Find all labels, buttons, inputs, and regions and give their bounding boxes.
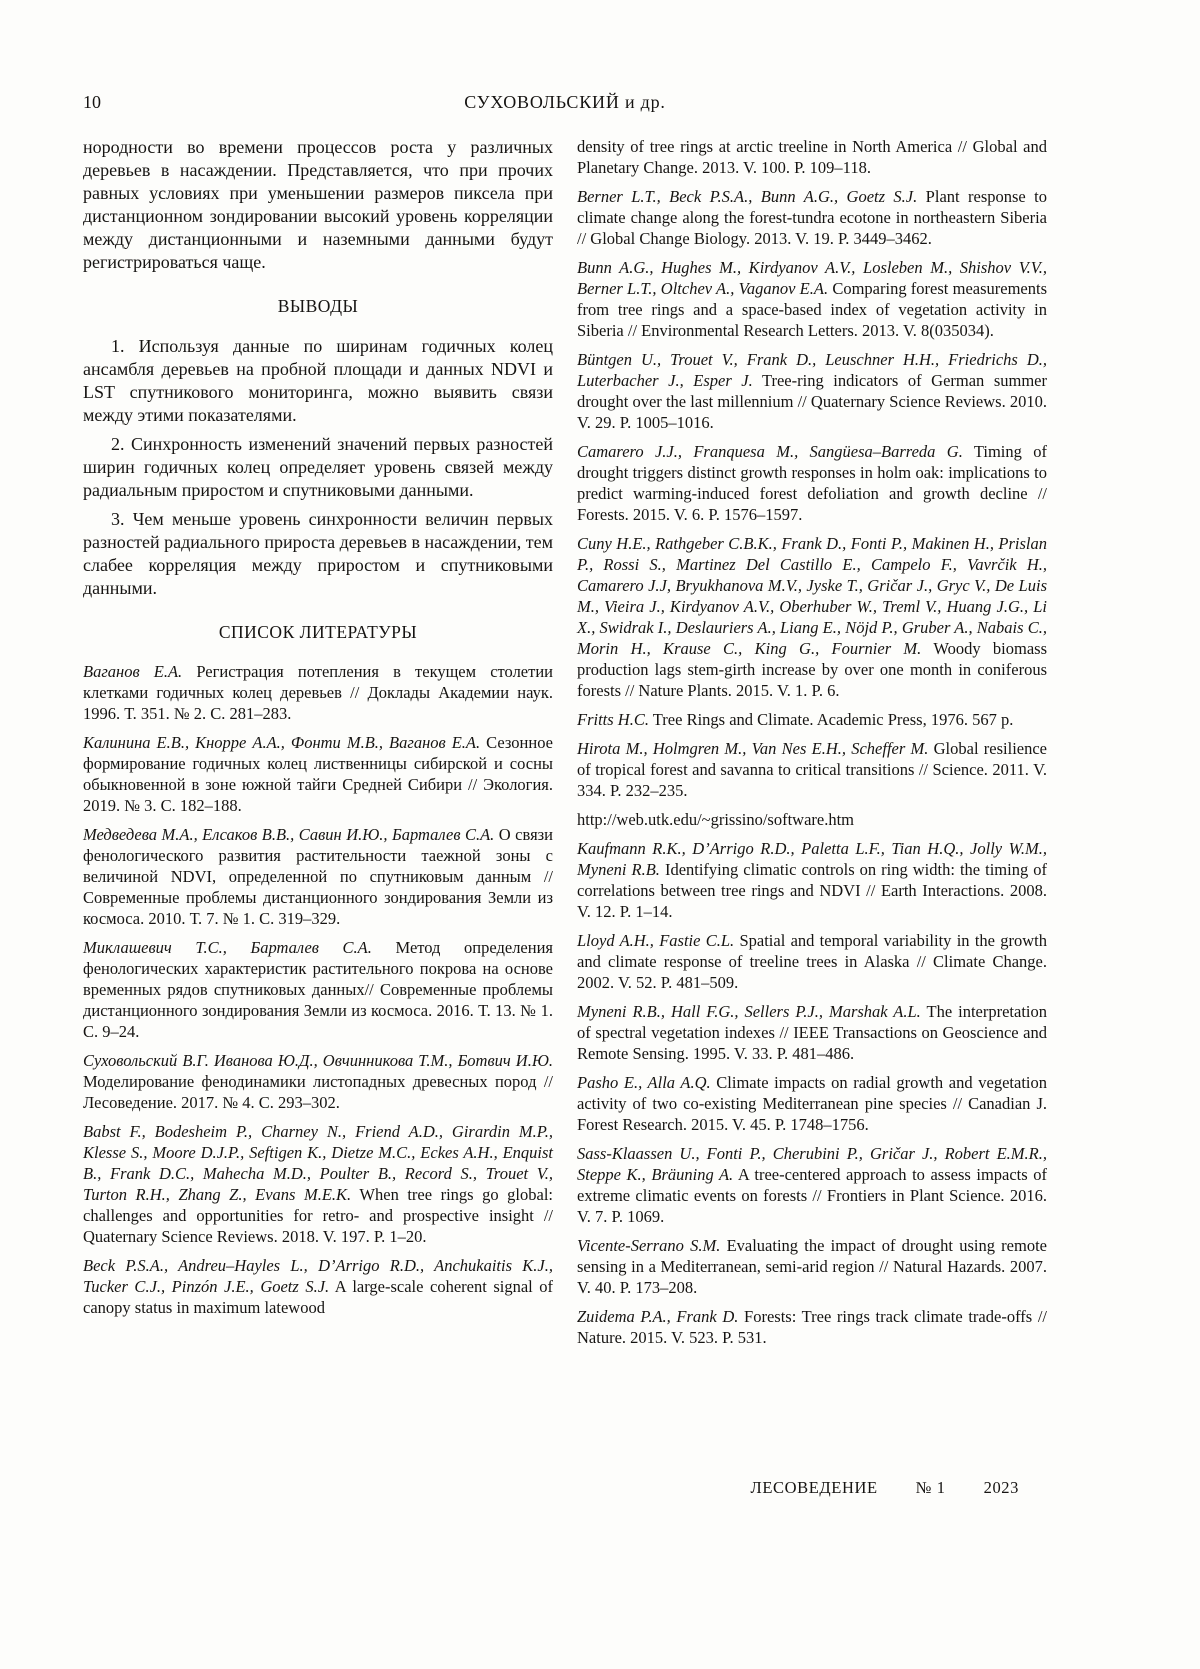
reference-authors: Sass-Klaassen U., Fonti P., Cherubini P., Gričar J., Robert E.M.R., Steppe K., Bräuning A. xyxy=(577,1144,1047,1184)
reference-authors: Калинина Е.В., Кнорре А.А., Фонти М.В., Ваганов Е.А. xyxy=(83,733,481,752)
reference-authors: Babst F., Bodesheim P., Charney N., Friend A.D., Girardin M.P., Klesse S., Moore D.J.P., Seftigen K., Dietze M.C., Eckes A.H., Enquist B., Frank D.C., Mahecha M.D., Poulter B., Record S., Trouet V., Turton R.H., Zhang Z., Evans M.E.K. xyxy=(83,1122,553,1204)
reference-text: Plant response to climate change along the forest-tundra ecotone in northeastern Siberia // Global Change Biology. 2013. V. 19. P. 3449–3462. xyxy=(577,187,1047,248)
two-column-layout xyxy=(83,136,1047,1356)
reference-text: Forests: Tree rings track climate trade-offs // Nature. 2015. V. 523. P. 531. xyxy=(577,1307,1047,1347)
reference-text: Сезонное формирование годичных колец лиственницы сибирской и сосны обыкновенной в зоне южной тайги Средней Сибири // Экология. 2019. № 3. С. 182–188. xyxy=(83,733,553,815)
reference-text: Woody biomass production lags stem-girth increase by over one month in coniferous forests // Nature Plants. 2015. V. 1. P. 6. xyxy=(577,639,1047,700)
page-number: 10 xyxy=(83,92,101,112)
intro-paragraph: нородности во времени процессов роста у различных деревьев в насаждении. Представляется, что при прочих равных условиях при уменьшении размеров пиксела при дистанционном зондировании высокий уровень корреляции между дистанционными и наземными данными будут регистрироваться чаще. xyxy=(83,137,553,272)
footer-issue: № 1 xyxy=(915,1478,946,1497)
reference-text: Метод определения фенологических характеристик растительного покрова на основе временных рядов спутниковых данных// Современные проблемы дистанционного зондирования Земли из космоса. 2016. Т. 13. № 1. С. 9–24. xyxy=(83,938,553,1041)
reference-authors: Zuidema P.A., Frank D. xyxy=(577,1307,739,1326)
reference-item xyxy=(577,738,1047,801)
reference-authors: Медведева М.А., Елсаков В.В., Савин И.Ю., Барталев С.А. xyxy=(83,825,495,844)
page-footer xyxy=(83,1478,1047,1498)
reference-authors: Berner L.T., Beck P.S.A., Bunn A.G., Goetz S.J. xyxy=(577,187,918,206)
reference-text: Моделирование фенодинамики листопадных древесных пород // Лесоведение. 2017. № 4. С. 293–302. xyxy=(83,1072,553,1112)
reference-text: Comparing forest measurements from tree rings and a space-based index of vegetation activity in Siberia // Environmental Research Letters. 2013. V. 8(035034). xyxy=(577,279,1048,340)
reference-text: О связи фенологического развития растительности таежной зоны с величиной NDVI, определенной по спутниковым данным // Современные проблемы дистанционного зондирования Земли из космоса. 2010. Т. 7. № 1. С. 319–329. xyxy=(83,825,554,928)
reference-item xyxy=(577,1306,1047,1348)
reference-text: Timing of drought triggers distinct growth responses in holm oak: implications to predict warming-induced forest defoliation and growth decline // Forests. 2015. V. 6. P. 1576–1597. xyxy=(577,442,1047,524)
reference-text: Tree Rings and Climate. Academic Press, 1976. 567 p. xyxy=(648,710,1014,729)
reference-text: Spatial and temporal variability in the growth and climate response of treeline trees in Alaska // Climate Change. 2002. V. 52. P. 481–509. xyxy=(577,931,1047,992)
reference-item xyxy=(83,1121,553,1247)
reference-text: When tree rings go global: challenges and opportunities for retro- and prospective insight // Quaternary Science Reviews. 2018. V. 197. P. 1–20. xyxy=(83,1185,553,1246)
reference-authors: Myneni R.B., Hall F.G., Sellers P.J., Marshak A.L. xyxy=(577,1002,921,1021)
reference-item xyxy=(83,1255,553,1318)
reference-authors: Camarero J.J., Franquesa M., Sangüesa–Barreda G. xyxy=(577,442,963,461)
footer-journal-name: ЛЕСОВЕДЕНИЕ xyxy=(750,1478,878,1497)
references-heading: СПИСОК ЛИТЕРАТУРЫ xyxy=(218,622,418,642)
reference-item xyxy=(577,1143,1047,1227)
reference-text: A tree-centered approach to assess impacts of extreme climatic events on forests // Frontiers in Plant Science. 2016. V. 7. P. 1069. xyxy=(577,1165,1047,1226)
reference-authors: Beck P.S.A., Andreu–Hayles L., D’Arrigo R.D., Anchukaitis K.J., Tucker C.J., Pinzón J.E., Goetz S.J. xyxy=(83,1256,553,1296)
reference-text: Регистрация потепления в текущем столетии клетками годичных колец деревьев // Доклады Академии наук. 1996. Т. 351. № 2. С. 281–283. xyxy=(83,662,553,723)
reference-item xyxy=(577,136,1047,178)
reference-item xyxy=(577,930,1047,993)
reference-authors: Lloyd A.H., Fastie C.L. xyxy=(577,931,735,950)
references-list-right xyxy=(577,136,1047,1348)
reference-item xyxy=(577,1072,1047,1135)
reference-text: http://web.utk.edu/~grissino/software.htm xyxy=(577,810,855,829)
reference-item xyxy=(83,824,553,929)
right-column xyxy=(577,136,1047,1356)
conclusions-heading: ВЫВОДЫ xyxy=(277,296,359,316)
reference-text: Evaluating the impact of drought using remote sensing in a Mediterranean, semi-arid region // Natural Hazards. 2007. V. 40. P. 173–208. xyxy=(577,1236,1047,1297)
reference-item xyxy=(577,709,1047,730)
footer-year: 2023 xyxy=(983,1478,1019,1497)
reference-item xyxy=(577,1235,1047,1298)
reference-text: A large-scale coherent signal of canopy status in maximum latewood xyxy=(83,1277,553,1317)
reference-authors: Kaufmann R.K., D’Arrigo R.D., Paletta L.F., Tian H.Q., Jolly W.M., Myneni R.B. xyxy=(577,839,1047,879)
reference-authors: Bunn A.G., Hughes M., Kirdyanov A.V., Losleben M., Shishov V.V., Berner L.T., Oltchev A., Vaganov E.A. xyxy=(577,258,1047,298)
reference-authors: Fritts H.C. xyxy=(577,710,649,729)
reference-item xyxy=(83,937,553,1042)
reference-text: density of tree rings at arctic treeline in North America // Global and Planetary Change. 2013. V. 100. P. 109–118. xyxy=(577,137,1047,177)
reference-item xyxy=(577,349,1047,433)
reference-authors: Миклашевич Т.С., Барталев С.А. xyxy=(83,938,372,957)
reference-authors: Pasho E., Alla A.Q. xyxy=(577,1073,711,1092)
reference-item xyxy=(577,257,1047,341)
reference-text: The interpretation of spectral vegetation indexes // IEEE Transactions on Geoscience and Remote Sensing. 1995. V. 33. P. 481–486. xyxy=(577,1002,1047,1063)
reference-item xyxy=(83,661,553,724)
running-head: СУХОВОЛЬСКИЙ и др. xyxy=(464,92,666,112)
reference-item xyxy=(577,186,1047,249)
reference-authors: Hirota M., Holmgren M., Van Nes E.H., Scheffer M. xyxy=(577,739,929,758)
conclusion-item-2: 2. Синхронность изменений значений первых разностей ширин годичных колец определяет уровень связей между радиальным приростом и спутниковыми данными. xyxy=(83,434,553,500)
reference-item xyxy=(577,838,1047,922)
reference-text: Tree-ring indicators of German summer drought over the last millennium // Quaternary Science Reviews. 2010. V. 29. P. 1005–1016. xyxy=(577,371,1047,432)
reference-item xyxy=(83,732,553,816)
conclusion-item-3: 3. Чем меньше уровень синхронности величин первых разностей радиального прироста деревьев в насаждении, тем слабее корреляция между приростом и спутниковыми данными. xyxy=(83,509,554,598)
reference-authors: Büntgen U., Trouet V., Frank D., Leuschner H.H., Friedrichs D., Luterbacher J., Esper J. xyxy=(577,350,1047,390)
reference-item xyxy=(83,1050,553,1113)
conclusion-item-1: 1. Используя данные по ширинам годичных колец ансамбля деревьев на пробной площади и данных NDVI и LST спутникового мониторинга, можно выявить связи между этими показателями. xyxy=(83,336,553,425)
reference-text: Identifying climatic controls on ring width: the timing of correlations between tree rings and NDVI // Earth Interactions. 2008. V. 12. P. 1–14. xyxy=(577,860,1047,921)
reference-text: Climate impacts on radial growth and vegetation activity of two co-existing Mediterranean pine species // Canadian J. Forest Research. 2015. V. 45. P. 1748–1756. xyxy=(577,1073,1047,1134)
reference-text: Global resilience of tropical forest and savanna to critical transitions // Science. 2011. V. 334. P. 232–235. xyxy=(577,739,1048,800)
reference-authors: Cuny H.E., Rathgeber C.B.K., Frank D., Fonti P., Makinen H., Prislan P., Rossi S., Martinez Del Castillo E., Campelo F., Vavrčik H., Camarero J.J, Bryukhanova M.V., Jyske T., Gričar J., Gryc V., De Luis M., Vieira J., Kirdyanov A.V., Oberhuber W., Treml V., Huang J.G., Li X., Swidrak I., Deslauriers A., Liang E., Nöjd P., Gruber A., Nabais C., Morin H., Krause C., King G., Fournier M. xyxy=(577,534,1047,658)
reference-item xyxy=(577,1001,1047,1064)
reference-authors: Vicente-Serrano S.M. xyxy=(577,1236,721,1255)
reference-authors: Суховольский В.Г. Иванова Ю.Д., Овчинникова Т.М., Ботвич И.Ю. xyxy=(83,1051,553,1070)
page-header xyxy=(83,92,1047,113)
reference-item xyxy=(577,809,1047,830)
reference-authors: Ваганов Е.А. xyxy=(83,662,183,681)
left-column xyxy=(83,136,553,1356)
reference-item xyxy=(577,533,1047,701)
references-list-left xyxy=(83,661,553,1318)
reference-item xyxy=(577,441,1047,525)
